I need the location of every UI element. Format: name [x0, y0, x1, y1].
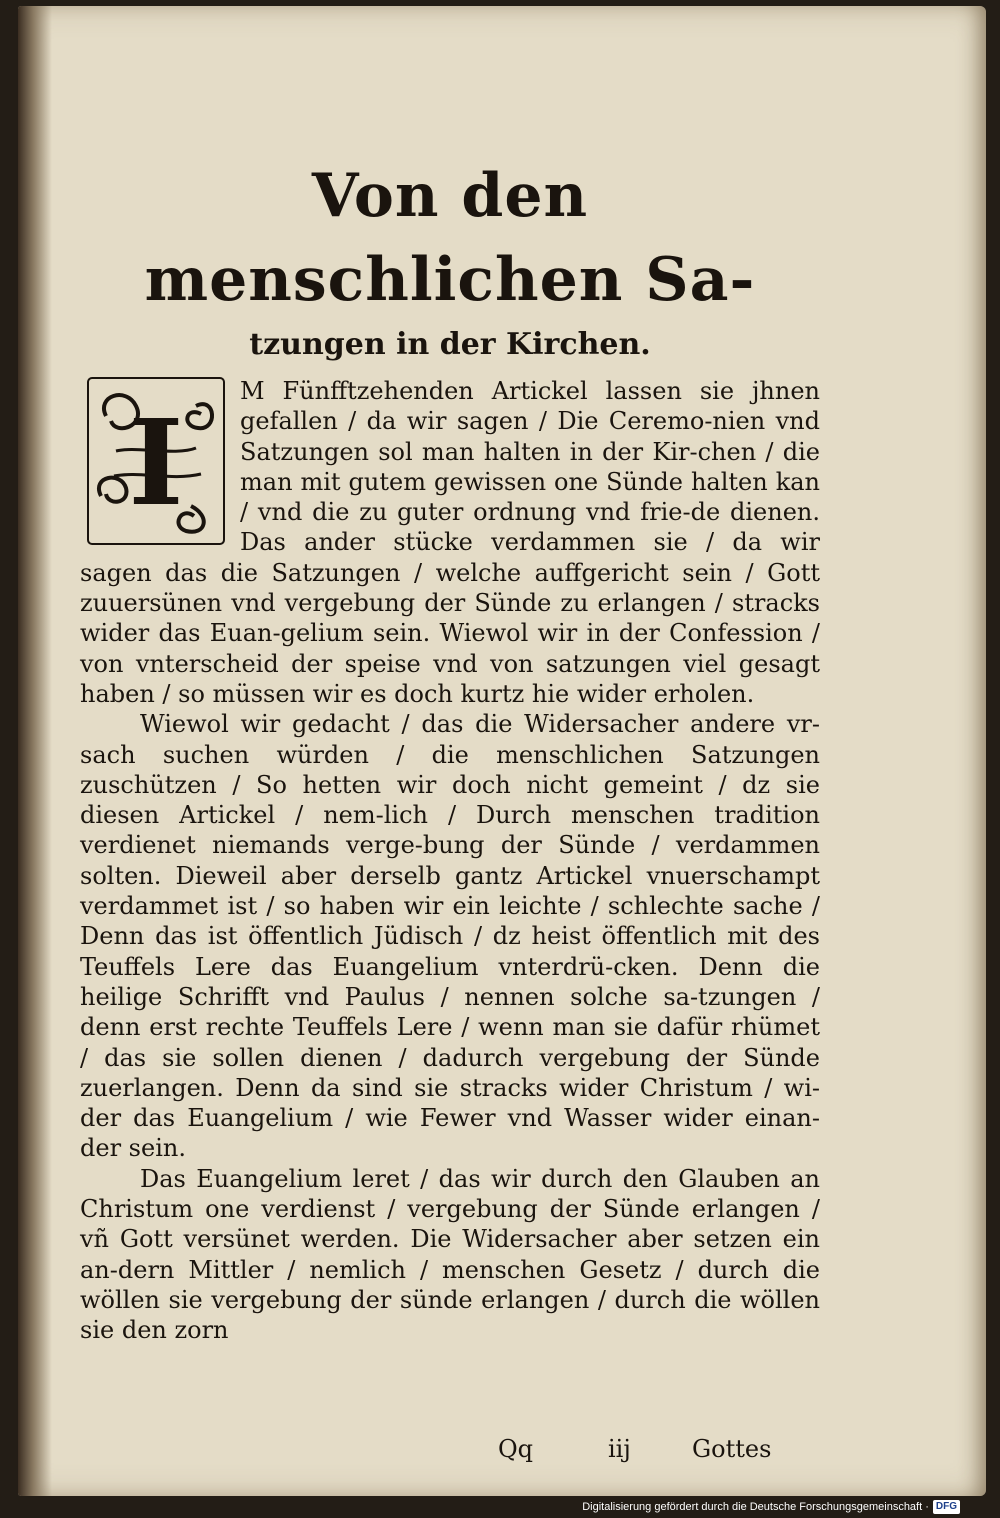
catchword: Gottes	[692, 1435, 772, 1463]
book-binding-edge	[18, 6, 52, 1496]
dfg-logo: DFG	[933, 1500, 960, 1514]
signature-number: iij	[608, 1435, 631, 1463]
credit-text: Digitalisierung gefördert durch die Deutsche Forschungsgemeinschaft ·	[582, 1501, 929, 1513]
text-block	[80, 154, 820, 1463]
decorated-initial-letter	[86, 376, 226, 546]
page-footer	[80, 1432, 820, 1466]
paragraph-1: M Fünfftzehenden Artickel lassen sie jhnen gefallen / da wir sagen / Die Ceremo-nien vnd Satzungen sol man halten in der Kir-chen / die man mit gutem gewissen one Sünde halten kan / vnd die zu guter ordnung vnd frie-de dienen. Das ander stücke verdammen sie / da wir sagen das die Satzungen / welche auffgericht sein / Gott zuuersünen vnd vergebung der Sünde zu erlangen / stracks wider das Euan-gelium sein. Wiewol wir in der Confession / von vnterscheid der speise vnd von satzungen viel gesagt haben / so müssen wir es doch kurtz hie wider erholen.	[80, 377, 820, 708]
first-paragraph-wrap	[80, 376, 820, 709]
page-title-continuation: tzungen in der Kirchen.	[249, 327, 651, 362]
page-title: Von den menschlichen Sa-	[144, 161, 756, 315]
digitization-credit	[582, 1498, 960, 1516]
paragraph-3: Das Euangelium leret / das wir durch den Glauben an Christum one verdienst / vergebung der Sünde erlangen / vñ Gott versünet werden. Die Widersacher aber setzen ein an-dern Mittler / nemlich / menschen Gesetz / durch die wöllen sie vergebung der sünde erlangen / durch die wöllen sie den zorn	[80, 1164, 820, 1345]
paragraph-2: Wiewol wir gedacht / das die Widersacher andere vr-sach suchen würden / die menschlichen Satzungen zuschützen / So hetten wir doch nicht gemeint / dz sie diesen Artickel / nem-lich / Durch menschen tradition verdienet niemands verge-bung der Sünde / verdammen solten. Dieweil aber derselb gantz Artickel vnuerschampt verdammet ist / so haben wir ein leichte / schlechte sache / Denn das ist öffentlich Jüdisch / dz heist öffentlich mit des Teuffels Lere das Euangelium vnterdrü-cken. Denn die heilige Schrifft vnd Paulus / nennen solche sa-tzungen / denn erst rechte Teuffels Lere / wenn man sie dafür rhümet / das sie sollen dienen / dadurch vergebung der Sünde zuerlangen. Denn da sind sie stracks wider Christum / wi-der das Euangelium / wie Fewer vnd Wasser wider einan-der sein.	[80, 710, 820, 1163]
signature-mark: Qq	[498, 1435, 534, 1463]
book-page	[18, 6, 986, 1496]
initial-letter-glyph: I	[128, 393, 184, 532]
